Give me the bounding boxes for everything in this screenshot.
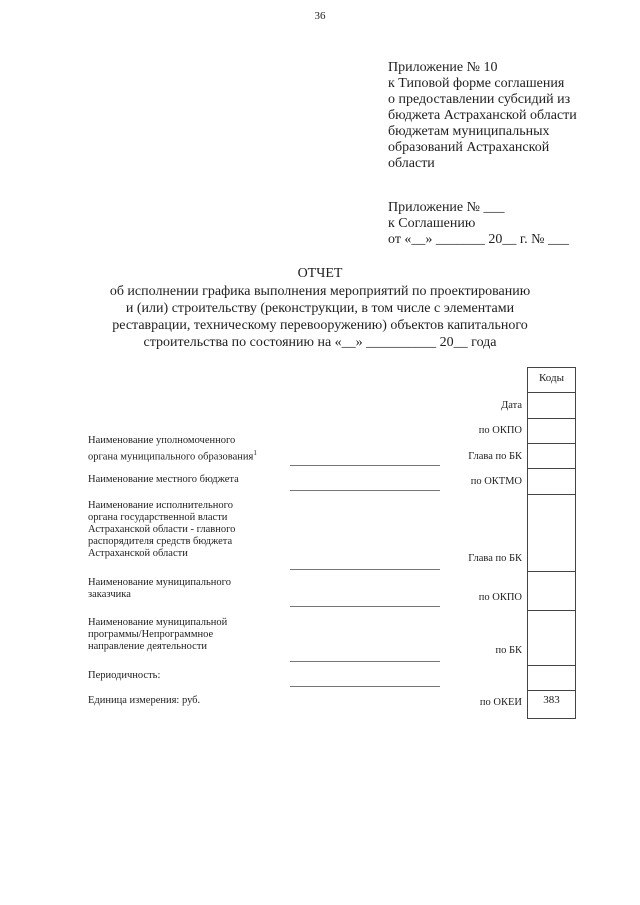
field-label-line: Астраханской области: [88, 548, 188, 559]
field-label-line: Наименование исполнительного: [88, 500, 233, 511]
codes-divider: [527, 418, 576, 419]
code-label-okpo: по ОКПО: [478, 425, 522, 436]
field-local-budget: Наименование местного бюджета: [88, 474, 239, 485]
codes-column: [527, 367, 576, 719]
agreement-line: Приложение № ___: [388, 200, 505, 215]
field-label-line: заказчика: [88, 589, 131, 600]
code-label-glava-bk: Глава по БК: [468, 553, 522, 564]
code-label-date: Дата: [501, 400, 522, 411]
report-title: ОТЧЕТ: [297, 266, 343, 281]
codes-divider: [527, 392, 576, 393]
subtitle-line: реставрации, техническому перевооружению) объектов капитального: [112, 318, 528, 333]
field-program: [88, 617, 227, 653]
report-subtitle: [60, 283, 580, 351]
agreement-line: к Соглашению: [388, 216, 476, 231]
footnote-mark: 1: [253, 449, 257, 457]
codes-divider: [527, 571, 576, 572]
agreement-heading: [388, 200, 569, 248]
appendix-line: о предоставлении субсидий из: [388, 92, 571, 107]
agreement-line: от «__» _______ 20__ г. № ___: [388, 232, 569, 247]
field-label-line: программы/Непрограммное: [88, 629, 214, 640]
code-label-oktmo: по ОКТМО: [470, 476, 522, 487]
subtitle-line: об исполнении графика выполнения мероприятий по проектированию: [109, 284, 531, 299]
fill-line-authorized-body[interactable]: [290, 465, 440, 466]
field-label-line: направление деятельности: [88, 641, 208, 652]
codes-divider: [527, 468, 576, 469]
field-label-line: органа государственной власти: [88, 512, 228, 523]
appendix-line: области: [388, 156, 435, 171]
fill-line-customer[interactable]: [290, 606, 440, 607]
fill-line-periodicity[interactable]: [290, 686, 440, 687]
appendix-line: образований Астраханской: [388, 140, 550, 155]
appendix-heading: [388, 60, 577, 172]
appendix-line: Приложение № 10: [388, 60, 498, 75]
code-label-bk: по БК: [495, 645, 522, 656]
page-number: 36: [314, 10, 326, 22]
field-executive-body: [88, 500, 235, 560]
field-authorized-body: [88, 435, 257, 464]
appendix-line: бюджетам муниципальных: [388, 124, 550, 139]
subtitle-line: и (или) строительству (реконструкции, в том числе с элементами: [125, 301, 515, 316]
field-label-line: Наименование муниципальной: [88, 617, 228, 628]
field-label-line: Наименование уполномоченного: [88, 435, 236, 446]
okei-code-value: 383: [543, 694, 560, 706]
fill-line-local-budget[interactable]: [290, 490, 440, 491]
appendix-line: бюджета Астраханской области: [388, 108, 577, 123]
field-unit: Единица измерения: руб.: [88, 695, 201, 706]
codes-divider: [527, 610, 576, 611]
field-customer: [88, 577, 231, 601]
codes-divider: [527, 665, 576, 666]
codes-divider: [527, 690, 576, 691]
field-periodicity: Периодичность:: [88, 670, 161, 681]
appendix-line: к Типовой форме соглашения: [388, 76, 565, 91]
codes-divider: [527, 494, 576, 495]
codes-header: Коды: [539, 372, 564, 384]
field-label-line: Наименование муниципального: [88, 577, 231, 588]
subtitle-line: строительства по состоянию на «__» __________ 20__ года: [143, 335, 497, 350]
fill-line-program[interactable]: [290, 661, 440, 662]
code-label-okei: по ОКЕИ: [479, 697, 522, 708]
field-label-line: Астраханской области - главного: [88, 524, 236, 535]
field-label-line: распорядителя средств бюджета: [88, 536, 233, 547]
field-label-line: органа муниципального образования: [88, 451, 254, 463]
code-label-okpo: по ОКПО: [478, 592, 522, 603]
codes-divider: [527, 443, 576, 444]
code-label-glava-bk: Глава по БК: [468, 451, 522, 462]
fill-line-executive-body[interactable]: [290, 569, 440, 570]
